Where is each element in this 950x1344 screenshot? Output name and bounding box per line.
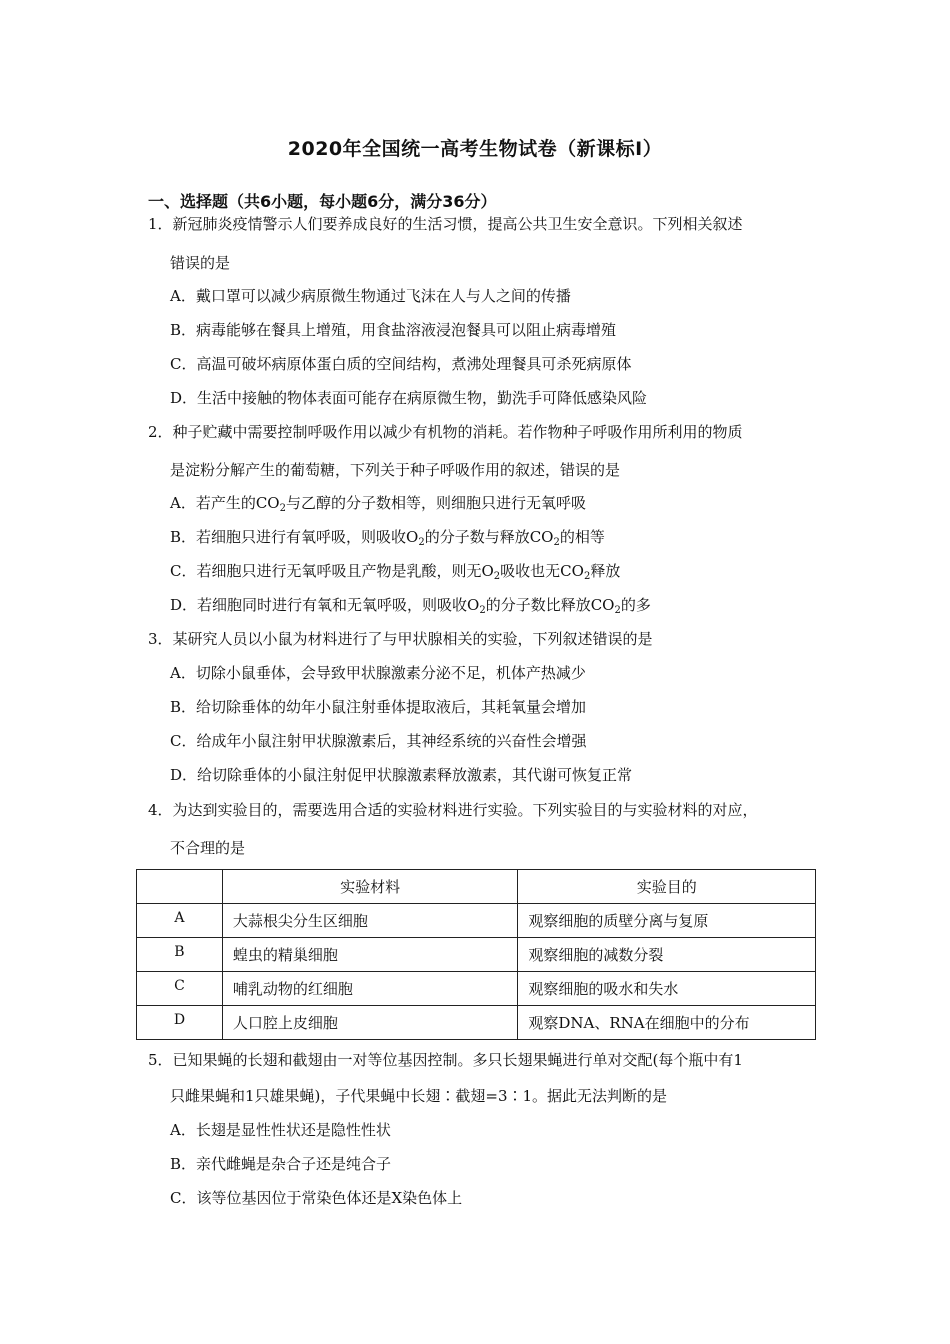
table-row bbox=[137, 972, 816, 1006]
table-cell: 人口腔上皮细胞 bbox=[222, 1006, 518, 1040]
table-row bbox=[137, 904, 816, 938]
table-header-row bbox=[137, 870, 816, 904]
q2-option-a: A．若产生的$CO_2$与乙醇的分子数相等，则细胞只进行无氧呼吸 bbox=[170, 494, 586, 514]
table-cell: 观察细胞的质壁分离与复原 bbox=[518, 904, 816, 938]
table-cell: 观察细胞的减数分裂 bbox=[518, 938, 816, 972]
q2-option-d: D．若细胞同时进行有氧和无氧呼吸，则吸收$O_2$的分子数比释放$CO_2$的多 bbox=[170, 596, 651, 616]
table-header-cell: 实验目的 bbox=[518, 870, 816, 904]
table-cell: 蝗虫的精巢细胞 bbox=[222, 938, 518, 972]
q1-option-d: D．生活中接触的物体表面可能存在病原微生物，勤洗手可降低感染风险 bbox=[170, 389, 648, 407]
table-header-cell: 实验材料 bbox=[222, 870, 518, 904]
q3-option-b: B．给切除垂体的幼年小鼠注射垂体提取液后，其耗氧量会增加 bbox=[170, 698, 587, 716]
table-row bbox=[137, 1006, 816, 1040]
q4-stem: 4．为达到实验目的，需要选用合适的实验材料进行实验。下列实验目的与实验材料的对应， bbox=[148, 801, 758, 819]
q3-option-d: D．给切除垂体的小鼠注射促甲状腺激素释放激素，其代谢可恢复正常 bbox=[170, 766, 633, 784]
table-header-cell bbox=[137, 870, 223, 904]
experiment-table bbox=[136, 869, 816, 1040]
q5-option-c: C．该等位基因位于常染色体还是X染色体上 bbox=[170, 1189, 463, 1207]
q3-option-a: A．切除小鼠垂体，会导致甲状腺激素分泌不足，机体产热减少 bbox=[170, 664, 586, 682]
q5-stem: 5．已知果蝇的长翅和截翅由一对等位基因控制。多只长翅果蝇进行单对交配(每个瓶中有1 bbox=[148, 1051, 743, 1069]
table-cell: 观察DNA、RNA在细胞中的分布 bbox=[518, 1006, 816, 1040]
table-cell: C bbox=[137, 972, 223, 1006]
q3-stem: 3．某研究人员以小鼠为材料进行了与甲状腺相关的实验，下列叙述错误的是 bbox=[148, 630, 653, 648]
q5-option-a: A．长翅是显性性状还是隐性性状 bbox=[170, 1121, 391, 1139]
q1-option-c: C．高温可破坏病原体蛋白质的空间结构，煮沸处理餐具可杀死病原体 bbox=[170, 355, 632, 373]
q2-option-c: C．若细胞只进行无氧呼吸且产物是乳酸，则无$O_2$吸收也无$CO_2$释放 bbox=[170, 562, 621, 582]
table-row bbox=[137, 938, 816, 972]
q2-stem: 2．种子贮藏中需要控制呼吸作用以减少有机物的消耗。若作物种子呼吸作用所利用的物质 bbox=[148, 423, 743, 441]
table-cell: A bbox=[137, 904, 223, 938]
table-cell: D bbox=[137, 1006, 223, 1040]
q1-stem: 1．新冠肺炎疫情警示人们要养成良好的生活习惯，提高公共卫生安全意识。下列相关叙述 bbox=[148, 215, 743, 233]
section-heading: 一、选择题（共6小题，每小题6分，满分36分） bbox=[148, 192, 497, 211]
q1-stem-cont: 错误的是 bbox=[170, 254, 231, 272]
q1-option-a: A．戴口罩可以减少病原微生物通过飞沫在人与人之间的传播 bbox=[170, 287, 571, 305]
table-cell: 大蒜根尖分生区细胞 bbox=[222, 904, 518, 938]
q2-stem-cont: 是淀粉分解产生的葡萄糖，下列关于种子呼吸作用的叙述，错误的是 bbox=[170, 461, 621, 479]
q1-option-b: B．病毒能够在餐具上增殖，用食盐溶液浸泡餐具可以阻止病毒增殖 bbox=[170, 321, 617, 339]
q5-option-b: B．亲代雌蝇是杂合子还是纯合子 bbox=[170, 1155, 392, 1173]
page-title: 2020年全国统一高考生物试卷（新课标Ⅰ） bbox=[287, 138, 663, 160]
q4-stem-cont: 不合理的是 bbox=[170, 839, 246, 857]
q5-stem-cont: 只雌果蝇和1只雄果蝇)，子代果蝇中长翅∶截翅=3∶1。据此无法判断的是 bbox=[170, 1087, 668, 1105]
table-cell: 哺乳动物的红细胞 bbox=[222, 972, 518, 1006]
table-cell: 观察细胞的吸水和失水 bbox=[518, 972, 816, 1006]
q2-option-b: B．若细胞只进行有氧呼吸，则吸收$O_2$的分子数与释放$CO_2$的相等 bbox=[170, 528, 605, 548]
q3-option-c: C．给成年小鼠注射甲状腺激素后，其神经系统的兴奋性会增强 bbox=[170, 732, 587, 750]
table-cell: B bbox=[137, 938, 223, 972]
